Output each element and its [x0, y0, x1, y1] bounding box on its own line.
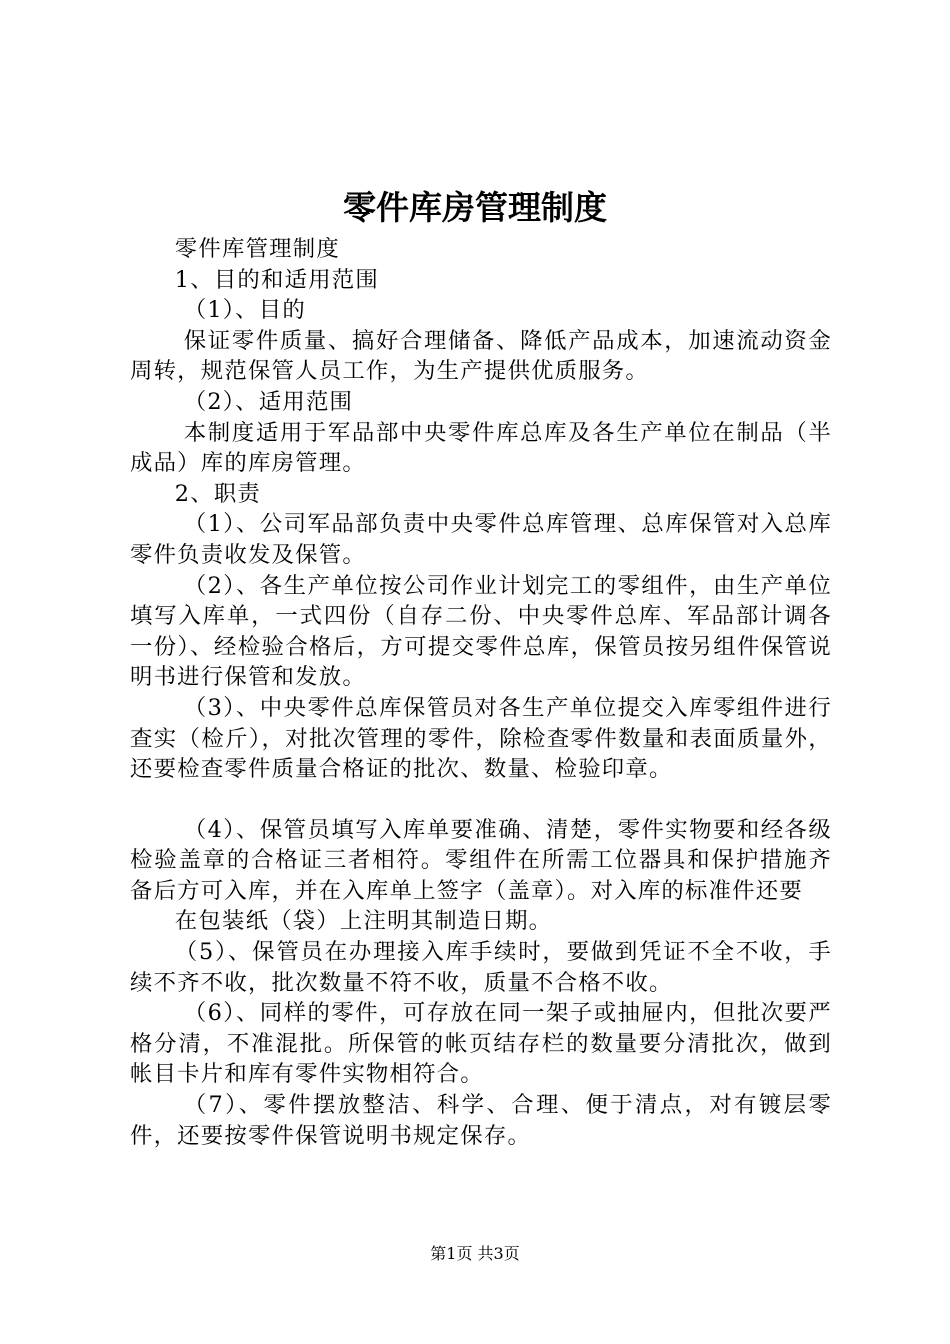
paragraph-duty-6: （6）、同样的零件，可存放在同一架子或抽屉内，但批次要严格分清，不准混批。所保管的帐页结存栏的数量要分清批次，做到帐目卡片和库有零件实物相符合。	[130, 1000, 832, 1088]
document-body	[130, 234, 832, 1151]
paragraph-duty-5: （5）、保管员在办理接入库手续时，要做到凭证不全不收，手续不齐不收，批次数量不符不收，质量不合格不收。	[130, 939, 832, 996]
paragraph-duty-4: （4）、保管员填写入库单要准确、清楚，零件实物要和经各级检验盖章的合格证三者相符。零组件在所需工位器具和保护措施齐备后方可入库，并在入库单上签字（盖章）。对入库的标准件还要	[130, 816, 832, 904]
paragraph-scope: 本制度适用于军品部中央零件库总库及各生产单位在制品（半成品）库的库房管理。	[130, 419, 832, 477]
subheading-purpose: （1）、目的	[183, 297, 306, 324]
document-title: 零件库房管理制度	[343, 188, 607, 227]
subheading-scope: （2）、适用范围	[183, 388, 354, 415]
paragraph-subtitle: 零件库管理制度	[174, 236, 340, 262]
paragraph-duty-1: （1）、公司军品部负责中央零件总库管理、总库保管对入总库零件负责收发及保管。	[130, 511, 832, 568]
paragraph-duty-7: （7）、零件摆放整洁、科学、合理、便于清点，对有镀层零件，还要按零件保管说明书规定保存。	[130, 1092, 832, 1149]
paragraph-duty-4-continued: 在包装纸（袋）上注明其制造日期。	[174, 908, 553, 935]
paragraph-purpose: 保证零件质量、搞好合理储备、降低产品成本，加速流动资金周转，规范保管人员工作，为生产提供优质服务。	[130, 327, 832, 385]
paragraph-gap	[130, 785, 832, 815]
paragraph-duty-2: （2）、各生产单位按公司作业计划完工的零组件，由生产单位填写入库单，一式四份（自存二份、中央零件总库、军品部计调各一份）、经检验合格后，方可提交零件总库，保管员按另组件保管说明书进行保管和发放。	[130, 572, 832, 691]
section-heading-1: 1、目的和适用范围	[174, 266, 379, 293]
paragraph-duty-3: （3）、中央零件总库保管员对各生产单位提交入库零组件进行查实（检斤），对批次管理的零件，除检查零件数量和表面质量外，还要检查零件质量合格证的批次、数量、检验印章。	[130, 694, 832, 783]
section-heading-2: 2、职责	[174, 480, 262, 507]
page-number-footer: 第1页 共3页	[430, 1244, 520, 1263]
